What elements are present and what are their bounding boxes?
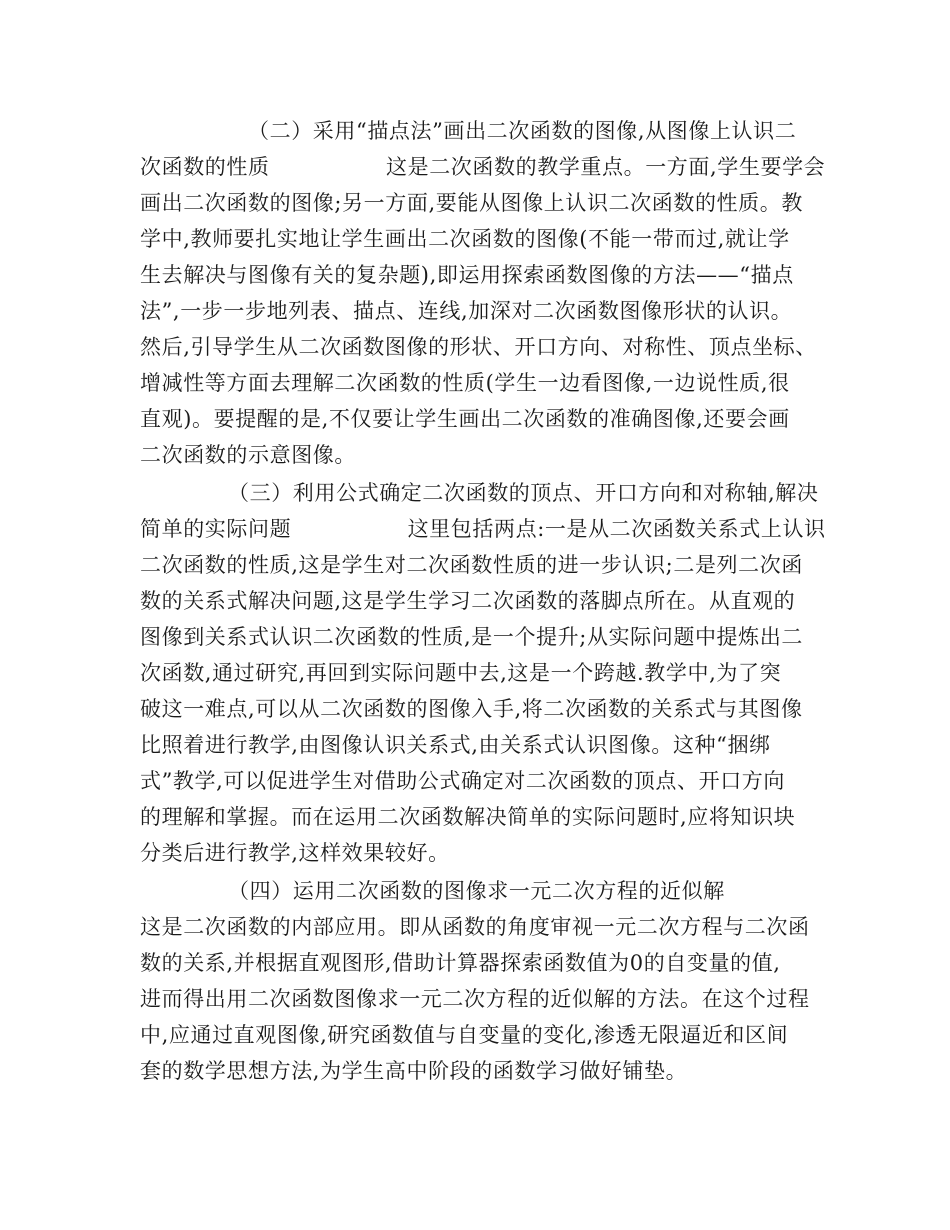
paragraph-line: 进而得出用二次函数图像求一元二次方程的近似解的方法。在这个过程 bbox=[140, 987, 810, 1011]
section-four-heading: （四）运用二次函数的图像求一元二次方程的近似解 bbox=[228, 879, 725, 903]
paragraph-line: 比照着进行教学,由图像认识关系式,由关系式认识图像。这种“捆绑 bbox=[140, 733, 771, 757]
section-two-heading: （二）采用“描点法”画出二次函数的图像,从图像上认识二 bbox=[248, 119, 797, 143]
paragraph-line: 次函数的性质 这是二次函数的教学重点。一方面,学生要学会 bbox=[140, 155, 826, 179]
paragraph-line: 生去解决与图像有关的复杂题),即运用探索函数图像的方法——“描点 bbox=[140, 263, 794, 287]
paragraph-line: 中,应通过直观图像,研究函数值与自变量的变化,渗透无限逼近和区间 bbox=[140, 1023, 789, 1047]
paragraph-line: 二次函数的示意图像。 bbox=[140, 443, 356, 467]
paragraph-line: 数的关系,并根据直观图形,借助计算器探索函数值为0的自变量的值, bbox=[140, 951, 781, 975]
paragraph-line: 简单的实际问题 这里包括两点:一是从二次函数关系式上认识 bbox=[140, 517, 826, 541]
paragraph-line: 直观)。要提醒的是,不仅要让学生画出二次函数的准确图像,还要会画 bbox=[140, 407, 790, 431]
paragraph-line: 式”教学,可以促进学生对借助公式确定对二次函数的顶点、开口方向 bbox=[140, 769, 786, 793]
paragraph-line: 的理解和掌握。而在运用二次函数解决简单的实际问题时,应将知识块 bbox=[140, 805, 796, 829]
paragraph-line: 这是二次函数的内部应用。即从函数的角度审视一元二次方程与二次函 bbox=[140, 915, 810, 939]
paragraph-line: 法”,一步一步地列表、描点、连线,加深对二次函数图像形状的认识。 bbox=[140, 299, 793, 323]
paragraph-line: 图像到关系式认识二次函数的性质,是一个提升;从实际问题中提炼出二 bbox=[140, 625, 803, 649]
paragraph-line: 破这一难点,可以从二次函数的图像入手,将二次函数的关系式与其图像 bbox=[140, 697, 803, 721]
paragraph-line: 学中,教师要扎实地让学生画出二次函数的图像(不能一带而过,就让学 bbox=[140, 227, 790, 251]
paragraph-line: 次函数,通过研究,再回到实际问题中去,这是一个跨越.教学中,为了突 bbox=[140, 661, 782, 685]
paragraph-line: 画出二次函数的图像;另一方面,要能从图像上认识二次函数的性质。教 bbox=[140, 191, 803, 215]
paragraph-line: 套的数学思想方法,为学生高中阶段的函数学习做好铺垫。 bbox=[140, 1059, 688, 1083]
section-three-heading: （三）利用公式确定二次函数的顶点、开口方向和对称轴,解决 bbox=[228, 481, 819, 505]
paragraph-line: 数的关系式解决问题,这是学生学习二次函数的落脚点所在。从直观的 bbox=[140, 589, 796, 613]
paragraph-line: 分类后进行教学,这样效果较好。 bbox=[140, 841, 450, 865]
paragraph-line: 二次函数的性质,这是学生对二次函数性质的进一步认识;二是列二次函 bbox=[140, 553, 803, 577]
paragraph-line: 然后,引导学生从二次函数图像的形状、开口方向、对称性、顶点坐标、 bbox=[140, 335, 817, 359]
paragraph-line: 增减性等方面去理解二次函数的性质(学生一边看图像,一边说性质,很 bbox=[140, 371, 790, 395]
